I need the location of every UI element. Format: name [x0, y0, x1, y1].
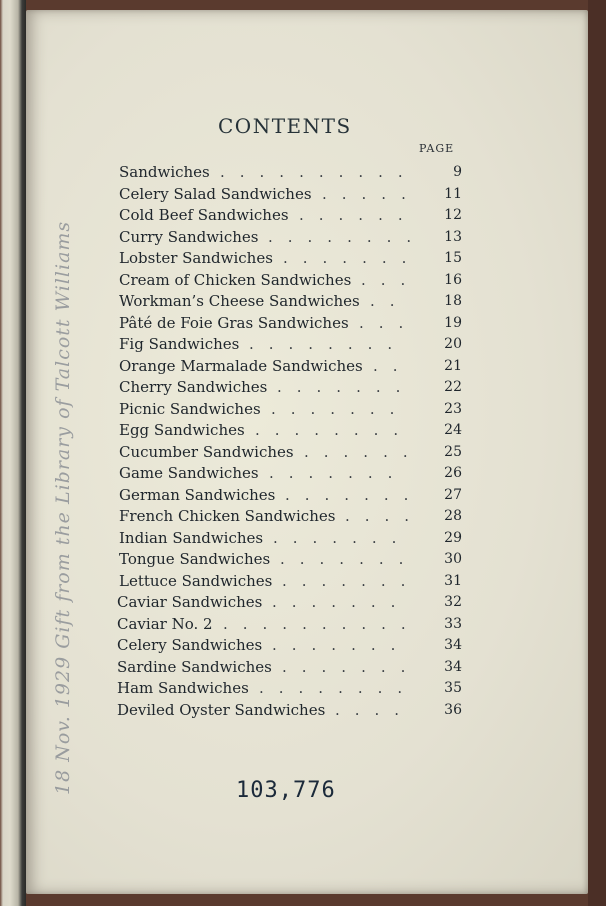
toc-entry-title: Ham Sandwiches — [117, 679, 249, 697]
dot-leader: ........ — [268, 227, 427, 246]
toc-entry — [119, 162, 462, 182]
toc-entry-page-number: 27 — [444, 486, 462, 503]
toc-entry-page-number: 20 — [444, 336, 462, 352]
toc-entry-page-number: 30 — [444, 551, 462, 567]
page-column-label: PAGE — [419, 142, 455, 155]
toc-entry — [119, 485, 462, 505]
toc-entry-page-number: 24 — [444, 422, 462, 438]
toc-entry — [119, 248, 462, 268]
toc-entry-title: Cherry Sandwiches — [119, 378, 268, 396]
toc-entry-title: Sardine Sandwiches — [117, 657, 272, 676]
toc-entry-page-number: 15 — [444, 250, 462, 266]
toc-entry — [119, 549, 462, 569]
toc-entry-page-number: 12 — [444, 207, 462, 223]
dot-leader: ...... — [304, 442, 423, 461]
dot-leader: ....... — [273, 528, 412, 547]
dot-leader: ...... — [299, 206, 418, 224]
toc-entry-page-number: 13 — [444, 228, 462, 245]
toc-entry — [119, 184, 462, 204]
toc-entry — [119, 442, 462, 462]
dot-leader: .... — [335, 700, 415, 719]
toc-entry — [119, 313, 462, 333]
toc-entry-title: Celery Salad Sandwiches — [119, 184, 312, 203]
toc-entry — [119, 270, 462, 290]
toc-entry — [117, 592, 462, 612]
toc-entry-page-number: 21 — [444, 357, 462, 374]
dot-leader: ....... — [280, 550, 419, 568]
accession-number: 103,776 — [236, 778, 336, 803]
dot-leader: .. — [373, 356, 413, 375]
dot-leader: ....... — [269, 464, 408, 482]
toc-entry-page-number: 33 — [444, 615, 462, 632]
handwritten-gift-note: 18 Nov. 1929 Gift from the Library of Talcott Williams — [52, 220, 74, 795]
dot-leader: .......... — [223, 614, 421, 633]
toc-entry-title: Egg Sandwiches — [119, 421, 245, 439]
toc-entry — [119, 291, 462, 311]
toc-entry-title: Caviar No. 2 — [117, 614, 213, 633]
toc-entry — [119, 463, 462, 483]
dot-leader: ....... — [283, 249, 422, 267]
toc-entry-page-number: 32 — [444, 594, 462, 610]
toc-entry-title: Tongue Sandwiches — [119, 550, 271, 568]
dot-leader: .......... — [220, 163, 418, 181]
toc-entry-page-number: 35 — [444, 680, 462, 696]
dot-leader: ....... — [272, 636, 411, 654]
dot-leader: ........ — [249, 335, 408, 353]
toc-entry-title: Caviar Sandwiches — [117, 593, 263, 611]
toc-entry-page-number: 28 — [444, 508, 462, 524]
toc-entry-page-number: 34 — [444, 658, 462, 675]
dot-leader: .. — [370, 292, 410, 310]
toc-entry — [117, 635, 462, 655]
toc-entry-title: Workman’s Cheese Sandwiches — [119, 292, 360, 310]
toc-entry — [119, 227, 462, 247]
toc-entry-page-number: 25 — [444, 443, 462, 460]
toc-entry-title: Indian Sandwiches — [119, 528, 264, 547]
toc-entry-page-number: 26 — [444, 465, 462, 481]
toc-entry-title: Lobster Sandwiches — [119, 249, 273, 267]
dot-leader: ........ — [259, 679, 418, 697]
dot-leader: ....... — [285, 485, 424, 504]
toc-entry-page-number: 31 — [444, 572, 462, 589]
toc-entry-title: Picnic Sandwiches — [119, 399, 261, 418]
toc-entry-title: Orange Marmalade Sandwiches — [119, 356, 363, 375]
toc-entry-page-number: 34 — [444, 637, 462, 653]
dot-leader: ... — [361, 270, 421, 289]
dot-leader: ....... — [272, 593, 411, 611]
toc-entry-title: Fig Sandwiches — [119, 335, 240, 353]
toc-entry-title: German Sandwiches — [119, 485, 276, 504]
toc-entry-title: Cream of Chicken Sandwiches — [119, 270, 352, 289]
toc-entry — [117, 614, 462, 634]
toc-entry — [119, 420, 462, 440]
dot-leader: .... — [345, 507, 425, 525]
dot-leader: ..... — [322, 184, 421, 203]
toc-entry — [117, 678, 462, 698]
toc-entry — [119, 506, 462, 526]
toc-entry-page-number: 29 — [444, 529, 462, 546]
toc-entry-page-number: 19 — [444, 314, 462, 331]
toc-entry-title: French Chicken Sandwiches — [119, 507, 336, 525]
toc-entry-page-number: 9 — [453, 164, 462, 180]
page-title: CONTENTS — [218, 114, 352, 138]
toc-entry-title: Game Sandwiches — [119, 464, 259, 482]
toc-entry-title: Cucumber Sandwiches — [119, 442, 294, 461]
toc-entry — [117, 700, 462, 720]
toc-entry — [119, 399, 462, 419]
toc-entry — [119, 377, 462, 397]
toc-entry-page-number: 36 — [444, 701, 462, 718]
dot-leader: ....... — [277, 378, 416, 396]
toc-entry-title: Pâté de Foie Gras Sandwiches — [119, 313, 349, 332]
toc-entry-title: Deviled Oyster Sandwiches — [117, 700, 326, 719]
toc-entry-title: Cold Beef Sandwiches — [119, 206, 289, 224]
toc-entry-page-number: 22 — [444, 379, 462, 395]
toc-entry-page-number: 11 — [444, 185, 462, 202]
dot-leader: ... — [359, 313, 419, 332]
toc-entry-title: Lettuce Sandwiches — [119, 571, 273, 590]
toc-entry — [119, 528, 462, 548]
toc-entry — [117, 657, 462, 677]
dot-leader: ....... — [282, 571, 421, 590]
dot-leader: ....... — [282, 657, 421, 676]
toc-entry-page-number: 18 — [444, 293, 462, 309]
toc-entry — [119, 356, 462, 376]
toc-entry — [119, 205, 462, 225]
toc-entry-page-number: 23 — [444, 400, 462, 417]
dot-leader: ........ — [255, 421, 414, 439]
toc-entry — [119, 334, 462, 354]
toc-entry-title: Curry Sandwiches — [119, 227, 259, 246]
toc-entry — [119, 571, 462, 591]
toc-entry-page-number: 16 — [444, 271, 462, 288]
dot-leader: ....... — [271, 399, 410, 418]
toc-entry-title: Celery Sandwiches — [117, 636, 263, 654]
toc-entry-title: Sandwiches — [119, 163, 210, 181]
